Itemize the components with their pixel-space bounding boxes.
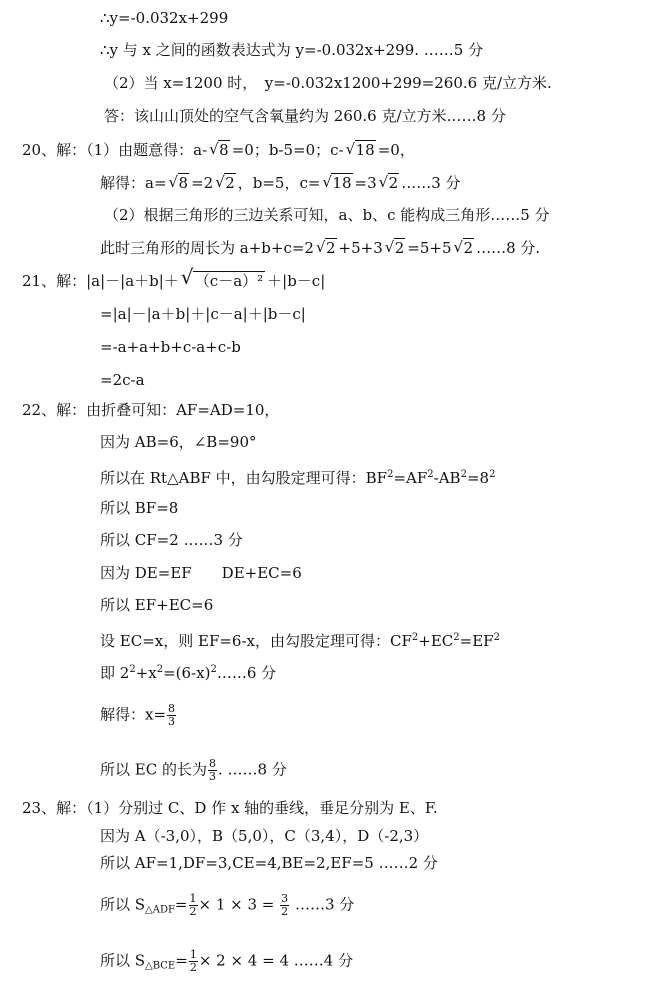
sqrt: √ 18 — [322, 173, 352, 192]
line-5: 20、解：（1）由题意得：a- √ 8 =0；b-5=0；c- √ 18 =0， — [22, 140, 415, 159]
line-9: 21、解：|a|－|a＋b|＋ √ （c－a）² ＋|b－c| — [22, 265, 326, 290]
line-12: =2c-a — [100, 371, 145, 389]
fraction: $\frac{1}{2}$ — [189, 948, 197, 974]
fraction: $\frac{8}{3}$ — [168, 702, 176, 728]
line-13: 22、解：由折叠可知：AF=AD=10， — [22, 401, 280, 419]
line-10: =|a|－|a＋b|＋|c－a|＋|b－c| — [100, 305, 306, 323]
line-26: 所以 AF=1,DF=3,CE=4,BE=2,EF=5 ……2 分 — [100, 854, 438, 872]
line-20: 设 EC=x，则 EF=6-x，由勾股定理可得：$CF^2+EC^2=EF^2$ — [100, 632, 500, 650]
sqrt: √ 8 — [168, 173, 189, 192]
sqrt: √ （c－a）² — [180, 265, 264, 290]
line-1: ∴y=-0.032x+299 — [100, 9, 229, 27]
line-23: 所以 EC 的长为 $\frac{8}{3}$ . ……8 分 — [100, 757, 287, 783]
line-24: 23、解：（1）分别过 C、D 作 x 轴的垂线，垂足分别为 E、F. — [22, 799, 438, 817]
fraction: $\frac{3}{2}$ — [281, 892, 289, 918]
line-7: （2）根据三角形的三边关系可知，a、b、c 能构成三角形……5 分 — [104, 206, 550, 224]
line-16: 所以 BF=8 — [100, 499, 179, 517]
line-25: 因为 A（-3,0），B（5,0），C（3,4），D（-2,3） — [100, 827, 429, 845]
sqrt: √ 8 — [209, 140, 229, 159]
line-3: （2）当 x=1200 时， y=-0.032x1200+299=260.6 克/立方米. — [104, 74, 552, 92]
line-22: 解得：x= $\frac{8}{3}$ — [100, 702, 176, 728]
line-11: =-a+a+b+c-a+c-b — [100, 338, 241, 356]
line-21: 即 $2^2+x^2=(6-x)^2\dots\dots 6$ 分 — [100, 664, 277, 682]
line-17: 所以 CF=2 ……3 分 — [100, 531, 243, 549]
sqrt: √ 2 — [315, 238, 336, 257]
line-18: 因为 DE=EF DE+EC=6 — [100, 564, 302, 582]
sqrt: √ 2 — [453, 238, 474, 257]
line-14: 因为 AB=6，∠B=90° — [100, 433, 257, 451]
line-28: 所以 $S_{\triangle BCE}=$ $\frac{1}{2}$ × 2 × 4 = 4 ……4 分 — [100, 948, 354, 974]
line-4: 答：该山山顶处的空气含氧量约为 260.6 克/立方米……8 分 — [104, 107, 506, 125]
sqrt: √ 18 — [345, 140, 375, 159]
line-15: 所以在 Rt△ABF 中，由勾股定理可得：$BF^2=AF^2-AB^2=8^2$ — [100, 469, 496, 487]
sqrt: √ 2 — [384, 238, 405, 257]
sqrt: √ 2 — [215, 173, 235, 192]
fraction: $\frac{8}{3}$ — [208, 757, 216, 783]
line-19: 所以 EF+EC=6 — [100, 596, 214, 614]
sqrt: √ 2 — [378, 173, 399, 192]
fraction: $\frac{1}{2}$ — [189, 892, 197, 918]
line-27: 所以 $S_{\triangle ADF}=$ $\frac{1}{2}$ × 1 × 3 = $\frac{3}{2}$ ……3 分 — [100, 892, 355, 918]
line-2: ∴y 与 x 之间的函数表达式为 y=-0.032x+299. ……5 分 — [100, 41, 484, 59]
line-8: 此时三角形的周长为 a+b+c=2 √ 2 +5+3 √ 2 =5+5 √ 2 ……8 分. — [100, 238, 541, 257]
line-6: 解得：a= √ 8 =2 √ 2 ，b=5，c= √ 18 =3 √ 2 ……3 分 — [100, 173, 461, 192]
